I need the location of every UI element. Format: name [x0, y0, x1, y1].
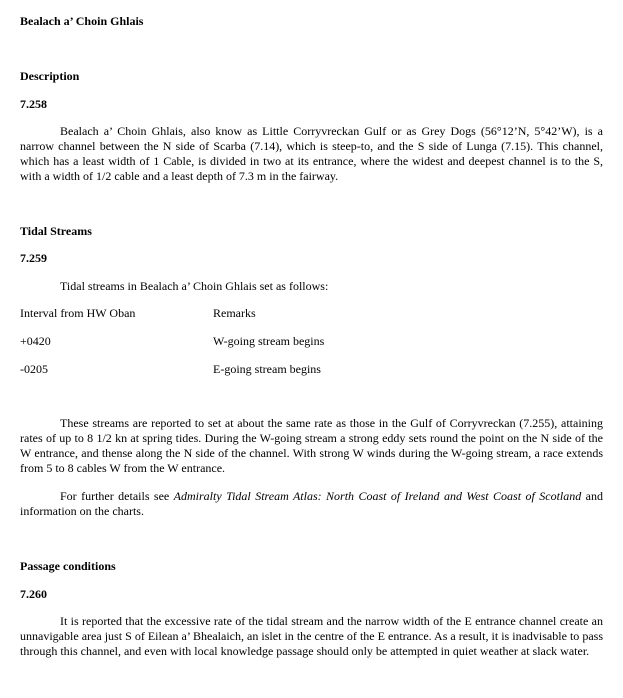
- section-heading-passage-conditions: Passage conditions: [20, 559, 116, 573]
- table-cell-interval: -0205: [20, 362, 48, 376]
- further-details-suffix: and information on the charts.: [20, 489, 604, 518]
- section-heading-tidal-streams: Tidal Streams: [20, 224, 92, 238]
- tidal-atlas-reference: Admiralty Tidal Stream Atlas: North Coast of Ireland and West Coast of Scotland: [173, 489, 582, 503]
- table-cell-remarks: E-going stream begins: [213, 362, 321, 376]
- table-cell-interval: +0420: [20, 334, 51, 348]
- section-number-7-259: 7.259: [20, 251, 47, 265]
- tidal-rates-paragraph: These streams are reported to set at about the same rate as those in the Gulf of Corryvreckan (7.255), attaining rates of up to 8 1/2 kn at spring tides. During the W-going stream a strong eddy sets round the point on the N side of the W entrance, and thense along the N side of the channel. With strong W winds during the W-going stream, a race extends from 5 to 8 cables W from the W entrance.: [20, 416, 603, 475]
- table-header-interval: Interval from HW Oban: [20, 306, 136, 320]
- table-header-remarks: Remarks: [213, 306, 256, 320]
- table-cell-remarks: W-going stream begins: [213, 334, 325, 348]
- further-details-paragraph: [20, 489, 603, 519]
- passage-paragraph: It is reported that the excessive rate of the tidal stream and the narrow width of the E entrance channel create an unnavigable area just S of Eilean a’ Bhealaich, an islet in the centre of the E entrance. As a result, it is inadvisable to pass through this channel, and even with local knowledge passage should only be attempted in quiet weather at slack water.: [20, 614, 603, 658]
- section-heading-description: Description: [20, 69, 80, 83]
- section-number-7-258: 7.258: [20, 97, 47, 111]
- tidal-intro-paragraph: Tidal streams in Bealach a’ Choin Ghlais set as follows:: [60, 279, 329, 293]
- section-number-7-260: 7.260: [20, 587, 47, 601]
- further-details-prefix: For further details see: [60, 489, 174, 503]
- description-paragraph: Bealach a’ Choin Ghlais, also know as Little Corryvreckan Gulf or as Grey Dogs (56°12’N, 5°42’W), is a narrow channel between the N side of Scarba (7.14), which is steep-to, and the S side of Lunga (7.15). This channel, which has a least width of 1 Cable, is divided in two at its entrance, where the widest and deepest channel is to the S, with a width of 1/2 cable and a least depth of 7.3 m in the fairway.: [20, 124, 603, 183]
- document-title: Bealach a’ Choin Ghlais: [20, 14, 144, 28]
